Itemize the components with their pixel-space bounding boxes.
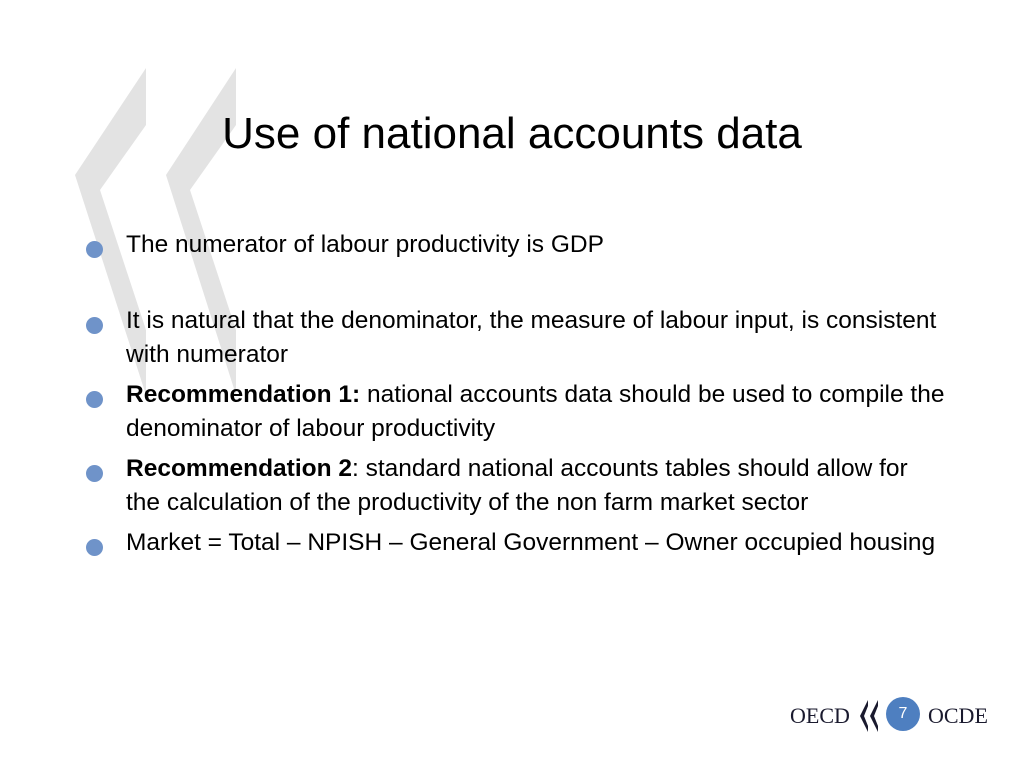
bullet-text: : standard national accounts tables should allow for the calculation of the productivity of the non farm market sector (126, 455, 908, 516)
bullet-text: national accounts data should be used to compile the denominator of labour productivity (126, 381, 945, 442)
bullet-icon (86, 539, 103, 556)
slide-title: Use of national accounts data (222, 109, 802, 158)
bullet-item (126, 304, 946, 372)
bullet-bold-text: Recommendation 2 (126, 455, 352, 482)
bullet-item (126, 452, 946, 520)
bullet-text: The numerator of labour productivity is GDP (126, 231, 604, 258)
bullet-bold-text: Recommendation 1: (126, 381, 361, 408)
ocde-logo-text: OCDE (928, 703, 988, 728)
bullet-icon (86, 465, 103, 482)
bullet-list (126, 228, 946, 560)
page-number: 7 (886, 697, 920, 731)
bullet-text: Market = Total – NPISH – General Government – Owner occupied housing (126, 529, 936, 556)
bullet-item (126, 526, 946, 560)
bullet-item (126, 378, 946, 446)
oecd-logo-text: OECD (790, 703, 850, 728)
bullet-icon (86, 241, 103, 258)
bullet-text: It is natural that the denominator, the measure of labour input, is consistent with numerator (126, 307, 937, 368)
bullet-icon (86, 391, 103, 408)
bullet-item (126, 228, 946, 262)
bullet-icon (86, 317, 103, 334)
